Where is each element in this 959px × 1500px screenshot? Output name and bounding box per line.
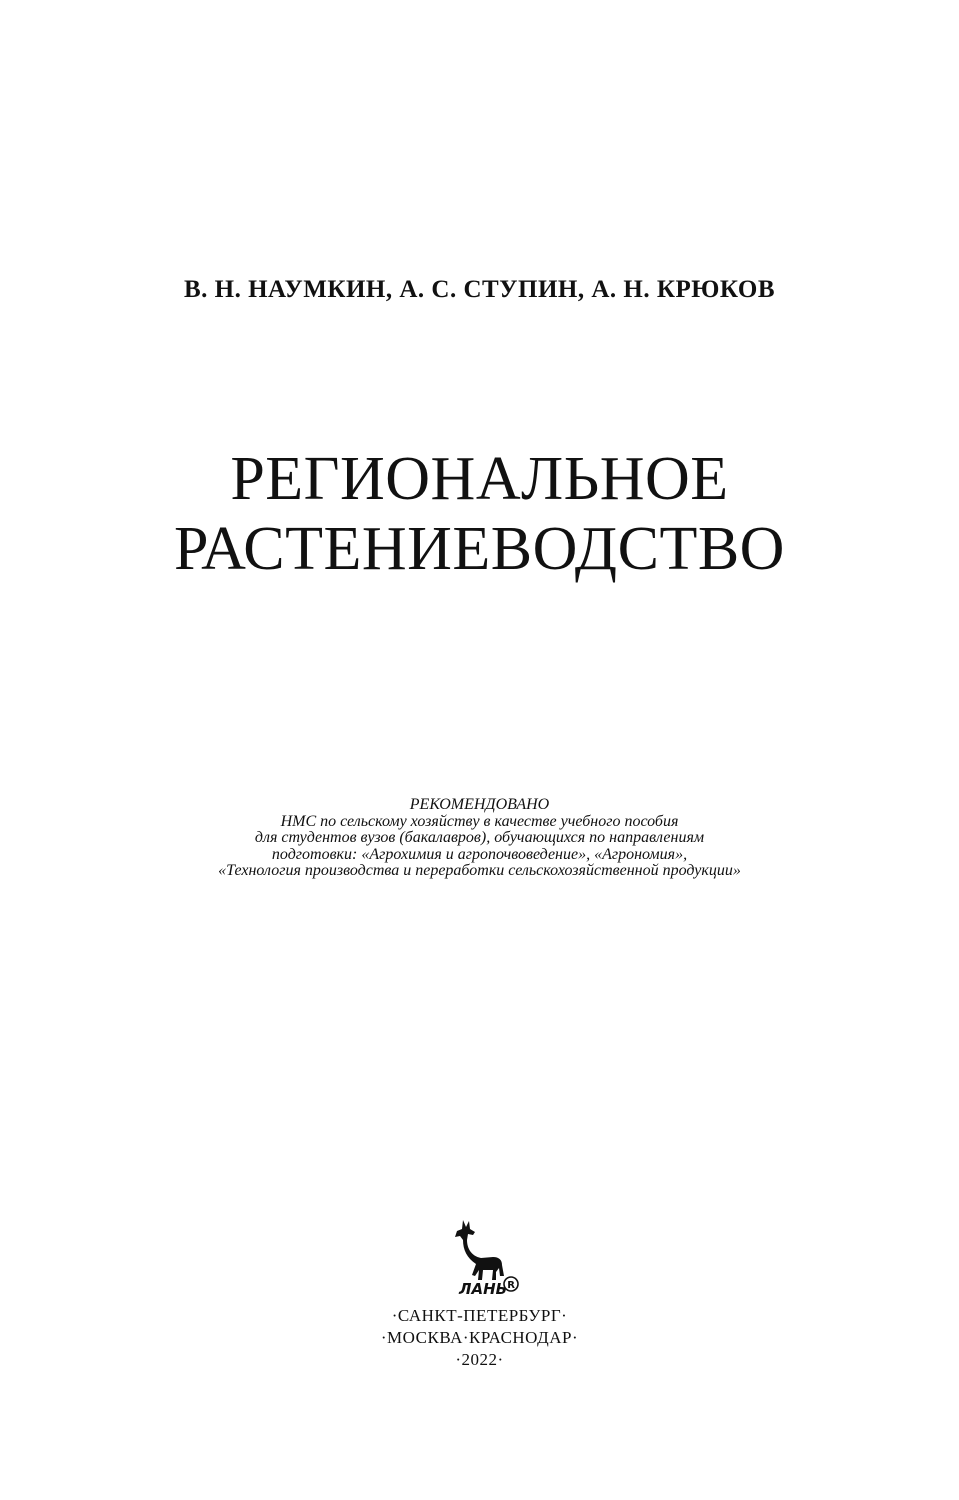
recommendation-line: подготовки: «Агрохимия и агропочвоведение», «Агрономия»,: [271, 845, 688, 863]
publisher-logo-text: ЛАНЬ: [459, 1280, 508, 1298]
authors: В. Н. НАУМКИН, А. С. СТУПИН, А. Н. КРЮКОВ: [183, 276, 776, 303]
imprint-cities-1: ·САНКТ-ПЕТЕРБУРГ·: [391, 1306, 568, 1325]
doe-deer-icon: [449, 1218, 521, 1298]
imprint: [0, 1305, 959, 1371]
registered-mark: R: [507, 1280, 516, 1292]
imprint-cities-2: ·МОСКВА·КРАСНОДАР·: [380, 1328, 579, 1347]
book-title: [0, 444, 959, 584]
recommendation-block: [0, 797, 959, 880]
recommendation-line: «Технология производства и переработки сельскохозяйственной продукции»: [218, 862, 741, 879]
imprint-year: ·2022·: [455, 1350, 504, 1369]
recommendation-line: НМС по сельскому хозяйству в качестве учебного пособия: [280, 812, 679, 830]
recommendation-heading: РЕКОМЕНДОВАНО: [409, 796, 550, 813]
publisher-logo: [449, 1218, 521, 1298]
book-title-line-1: РЕГИОНАЛЬНОЕ: [230, 445, 729, 513]
recommendation-line: для студентов вузов (бакалавров), обучающихся по направлениям: [254, 829, 705, 846]
book-title-line-2: РАСТЕНИЕВОДСТВО: [174, 515, 785, 583]
